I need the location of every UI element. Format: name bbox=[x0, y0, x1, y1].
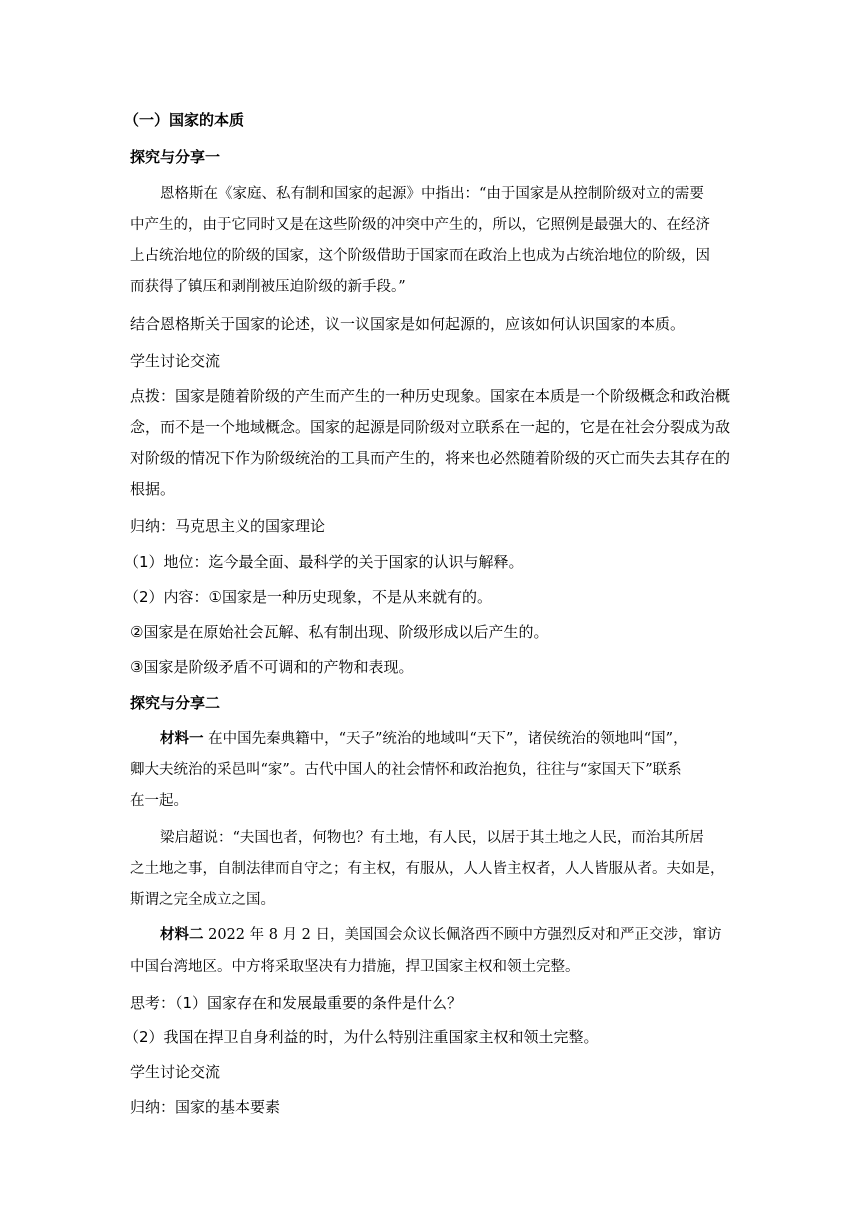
material-one-line bbox=[160, 729, 760, 749]
material-two-label: 材料二 bbox=[160, 926, 204, 943]
explore-two-heading: 探究与分享二 bbox=[130, 694, 221, 712]
summary-item: ③国家是阶级矛盾不可调和的产物和表现。 bbox=[130, 658, 414, 676]
material-two-text: 2022 年 8 月 2 日，美国国会众议长佩洛西不顾中方强烈反对和严正交涉，窜访 bbox=[203, 927, 722, 943]
quote-line: 中产生的，由于它同时又是在这些阶级的冲突中产生的，所以，它照例是最强大的、在经济 bbox=[130, 217, 710, 233]
liang-quote-line: 之土地之事，自制法律而自守之；有主权，有服从，人人皆主权者，人人皆服从者。夫如是， bbox=[130, 861, 725, 877]
material-one-line: 卿大夫统治的采邑叫“家”。古代中国人的社会情怀和政治抱负，往往与“家国天下”联系 bbox=[130, 762, 682, 778]
summary-item: ②国家是在原始社会瓦解、私有制出现、阶级形成以后产生的。 bbox=[130, 623, 549, 641]
explore-one-heading: 探究与分享一 bbox=[130, 148, 221, 166]
summary-title: 归纳：国家的基本要素 bbox=[130, 1098, 281, 1116]
hint-line: 根据。 bbox=[130, 480, 176, 498]
liang-quote-line: 斯谓之完全成立之国。 bbox=[130, 892, 275, 908]
material-one-label: 材料一 bbox=[160, 730, 204, 747]
discussion-note: 学生讨论交流 bbox=[130, 352, 221, 370]
summary-title: 归纳：马克思主义的国家理论 bbox=[130, 517, 326, 535]
quote-line: 恩格斯在《家庭、私有制和国家的起源》中指出：“由于国家是从控制阶级对立的需要 bbox=[160, 186, 704, 202]
think-line: 思考：（1）国家存在和发展最重要的条件是什么？ bbox=[130, 994, 463, 1012]
summary-item: （1）地位：迄今最全面、最科学的关于国家的认识与解释。 bbox=[124, 553, 524, 571]
hint-line: 念，而不是一个地域概念。国家的起源是同阶级对立联系在一起的，它是在社会分裂成为敌 bbox=[130, 418, 731, 436]
material-one-text: 在中国先秦典籍中，“天子”统治的地域叫“天下”，诸侯统治的领地叫“国”， bbox=[203, 731, 688, 747]
material-one-line: 在一起。 bbox=[130, 793, 188, 809]
summary-item: （2）内容：①国家是一种历史现象，不是从来就有的。 bbox=[124, 588, 492, 606]
section-heading: （一）国家的本质 bbox=[124, 111, 245, 129]
material-two-line: 中国台湾地区。中方将采取坚决有力措施，捍卫国家主权和领土完整。 bbox=[130, 959, 580, 975]
discussion-note: 学生讨论交流 bbox=[130, 1063, 221, 1081]
think-line: （2）我国在捍卫自身利益的时，为什么特别注重国家主权和领土完整。 bbox=[124, 1028, 599, 1046]
liang-quote-line: 梁启超说：“夫国也者，何物也？有土地，有人民，以居于其土地之人民，而治其所居 bbox=[160, 830, 704, 846]
hint-line: 对阶级的情况下作为阶级统治的工具而产生的，将来也必然随着阶级的灭亡而失去其存在的 bbox=[130, 449, 731, 467]
discussion-question: 结合恩格斯关于国家的论述，议一议国家是如何起源的，应该如何认识国家的本质。 bbox=[130, 315, 686, 333]
hint-line: 点拨：国家是随着阶级的产生而产生的一种历史现象。国家在本质是一个阶级概念和政治概 bbox=[130, 387, 731, 405]
quote-line: 上占统治地位的阶级的国家，这个阶级借助于国家而在政治上也成为占统治地位的阶级，因 bbox=[130, 248, 710, 264]
material-two-line bbox=[160, 925, 760, 945]
quote-line: 而获得了镇压和剥削被压迫阶级的新手段。” bbox=[130, 279, 406, 295]
